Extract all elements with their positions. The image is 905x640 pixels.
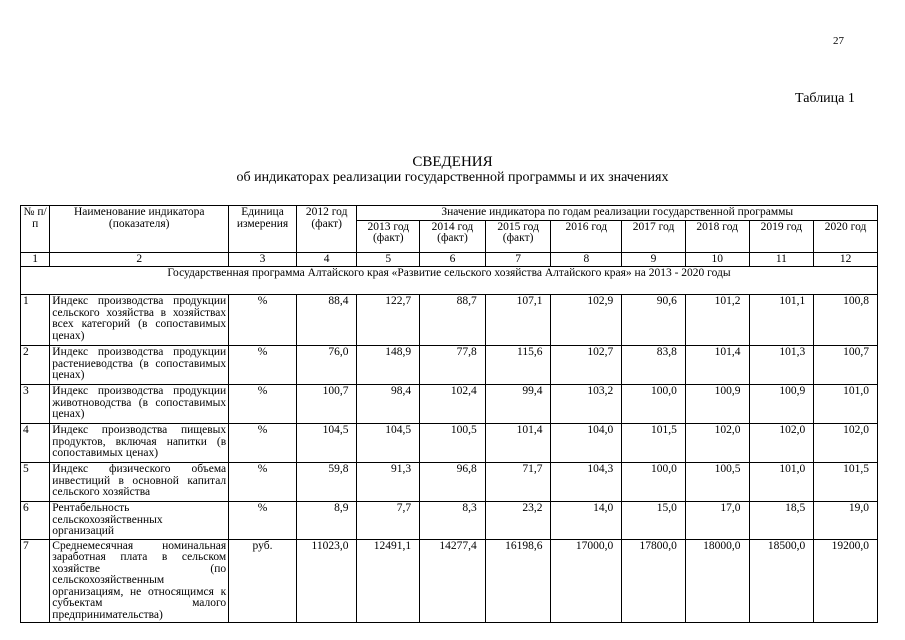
- row-number: 3: [21, 385, 50, 424]
- indicator-value: 83,8: [622, 346, 686, 385]
- column-number: 12: [814, 252, 878, 267]
- indicator-value: 100,5: [420, 424, 486, 463]
- indicator-value: 23,2: [485, 502, 551, 540]
- header-group: Значение индикатора по годам реализации государственной программы: [357, 206, 878, 221]
- column-number: 9: [622, 252, 686, 267]
- column-number: 11: [749, 252, 814, 267]
- indicator-value: 99,4: [485, 385, 551, 424]
- table-row: [21, 424, 878, 463]
- column-number: 7: [485, 252, 551, 267]
- indicator-value: 71,7: [485, 463, 551, 502]
- document-subtitle: об индикаторах реализации государственной программы и их значениях: [236, 170, 669, 185]
- indicator-value: 17000,0: [551, 539, 622, 623]
- indicator-value: 101,4: [685, 346, 749, 385]
- indicator-value: 91,3: [357, 463, 420, 502]
- column-number: 6: [420, 252, 486, 267]
- indicator-value: 7,7: [357, 502, 420, 540]
- indicator-value: 8,3: [420, 502, 486, 540]
- indicator-value: 88,7: [420, 295, 486, 346]
- indicator-name: Индекс производства продукции растениеводства (в сопоставимых ценах): [50, 346, 229, 385]
- indicator-value: 148,9: [357, 346, 420, 385]
- indicator-value: 100,8: [814, 295, 878, 346]
- column-number: 8: [551, 252, 622, 267]
- indicator-value: 88,4: [296, 295, 357, 346]
- indicator-value: 77,8: [420, 346, 486, 385]
- header-num: № п/п: [21, 206, 50, 253]
- indicator-unit: %: [229, 463, 297, 502]
- header-year: 2013 год (факт): [357, 220, 420, 252]
- table-row: [21, 346, 878, 385]
- row-number: 4: [21, 424, 50, 463]
- indicator-value: 101,3: [749, 346, 814, 385]
- indicator-unit: руб.: [229, 539, 297, 623]
- column-number: 10: [685, 252, 749, 267]
- table-row: [21, 295, 878, 346]
- indicator-unit: %: [229, 295, 297, 346]
- indicator-value: 100,7: [296, 385, 357, 424]
- indicator-value: 100,9: [749, 385, 814, 424]
- header-year: 2017 год: [622, 220, 686, 252]
- indicator-value: 17,0: [685, 502, 749, 540]
- indicator-value: 102,7: [551, 346, 622, 385]
- indicator-value: 101,0: [749, 463, 814, 502]
- indicators-table: [20, 205, 878, 623]
- column-number: 3: [229, 252, 297, 267]
- header-name: Наименование индикатора (показателя): [50, 206, 229, 253]
- indicator-value: 101,5: [814, 463, 878, 502]
- indicator-value: 18500,0: [749, 539, 814, 623]
- indicator-unit: %: [229, 346, 297, 385]
- indicator-value: 14,0: [551, 502, 622, 540]
- header-year: 2019 год: [749, 220, 814, 252]
- indicator-value: 102,9: [551, 295, 622, 346]
- column-number: 2: [50, 252, 229, 267]
- indicator-value: 59,8: [296, 463, 357, 502]
- indicator-value: 8,9: [296, 502, 357, 540]
- indicator-value: 102,0: [749, 424, 814, 463]
- table-row: [21, 463, 878, 502]
- indicator-value: 102,0: [685, 424, 749, 463]
- indicator-value: 104,5: [296, 424, 357, 463]
- header-year: 2016 год: [551, 220, 622, 252]
- indicator-value: 18000,0: [685, 539, 749, 623]
- table-row: [21, 539, 878, 623]
- indicator-value: 102,4: [420, 385, 486, 424]
- row-number: 2: [21, 346, 50, 385]
- indicator-value: 17800,0: [622, 539, 686, 623]
- indicator-value: 103,2: [551, 385, 622, 424]
- indicator-value: 96,8: [420, 463, 486, 502]
- indicator-value: 98,4: [357, 385, 420, 424]
- column-numbers-row: [21, 252, 878, 267]
- table-label: Таблица 1: [795, 91, 855, 106]
- indicator-value: 100,7: [814, 346, 878, 385]
- row-number: 5: [21, 463, 50, 502]
- indicator-unit: %: [229, 385, 297, 424]
- section-row: [21, 267, 878, 295]
- table-row: [21, 385, 878, 424]
- indicator-value: 102,0: [814, 424, 878, 463]
- header-2012: 2012 год (факт): [296, 206, 357, 253]
- indicator-value: 19200,0: [814, 539, 878, 623]
- document-title: СВЕДЕНИЯ: [412, 154, 493, 170]
- indicator-name: Индекс производства продукции животноводства (в сопоставимых ценах): [50, 385, 229, 424]
- indicator-value: 12491,1: [357, 539, 420, 623]
- indicator-value: 90,6: [622, 295, 686, 346]
- indicator-value: 101,1: [749, 295, 814, 346]
- indicator-value: 11023,0: [296, 539, 357, 623]
- indicator-value: 19,0: [814, 502, 878, 540]
- indicator-value: 101,4: [485, 424, 551, 463]
- indicator-value: 104,0: [551, 424, 622, 463]
- header-year: 2015 год (факт): [485, 220, 551, 252]
- indicator-name: Индекс физического объема инвестиций в основной капитал сельского хозяйства: [50, 463, 229, 502]
- row-number: 7: [21, 539, 50, 623]
- indicator-unit: %: [229, 502, 297, 540]
- header-row-top: [21, 206, 878, 221]
- indicator-value: 100,9: [685, 385, 749, 424]
- indicator-value: 14277,4: [420, 539, 486, 623]
- header-unit: Единица измерения: [229, 206, 297, 253]
- header-year: 2020 год: [814, 220, 878, 252]
- page-number: 27: [833, 35, 844, 47]
- indicator-value: 101,2: [685, 295, 749, 346]
- indicator-value: 122,7: [357, 295, 420, 346]
- indicator-value: 100,0: [622, 463, 686, 502]
- table-row: [21, 502, 878, 540]
- row-number: 6: [21, 502, 50, 540]
- indicator-value: 101,5: [622, 424, 686, 463]
- indicator-value: 115,6: [485, 346, 551, 385]
- column-number: 5: [357, 252, 420, 267]
- indicator-value: 100,0: [622, 385, 686, 424]
- indicator-value: 76,0: [296, 346, 357, 385]
- indicator-value: 107,1: [485, 295, 551, 346]
- indicator-value: 16198,6: [485, 539, 551, 623]
- column-number: 1: [21, 252, 50, 267]
- indicator-value: 100,5: [685, 463, 749, 502]
- indicator-unit: %: [229, 424, 297, 463]
- indicator-name: Рентабельность сельскохозяйственных организаций: [50, 502, 229, 540]
- indicator-name: Индекс производства пищевых продуктов, включая напитки (в сопоставимых ценах): [50, 424, 229, 463]
- header-year: 2014 год (факт): [420, 220, 486, 252]
- indicator-value: 104,5: [357, 424, 420, 463]
- indicator-value: 101,0: [814, 385, 878, 424]
- indicator-value: 104,3: [551, 463, 622, 502]
- indicator-value: 18,5: [749, 502, 814, 540]
- header-year: 2018 год: [685, 220, 749, 252]
- section-title: Государственная программа Алтайского края «Развитие сельского хозяйства Алтайского края» на 2013 - 2020 годы: [21, 267, 878, 295]
- row-number: 1: [21, 295, 50, 346]
- indicator-value: 15,0: [622, 502, 686, 540]
- column-number: 4: [296, 252, 357, 267]
- indicator-name: Среднемесячная номинальная заработная плата в сельском хозяйстве (по сельскохозяйственным организациям, не относящимся к субъектам малого предпринимательства): [50, 539, 229, 623]
- indicator-name: Индекс производства продукции сельского хозяйства в хозяйствах всех категорий (в сопоставимых ценах): [50, 295, 229, 346]
